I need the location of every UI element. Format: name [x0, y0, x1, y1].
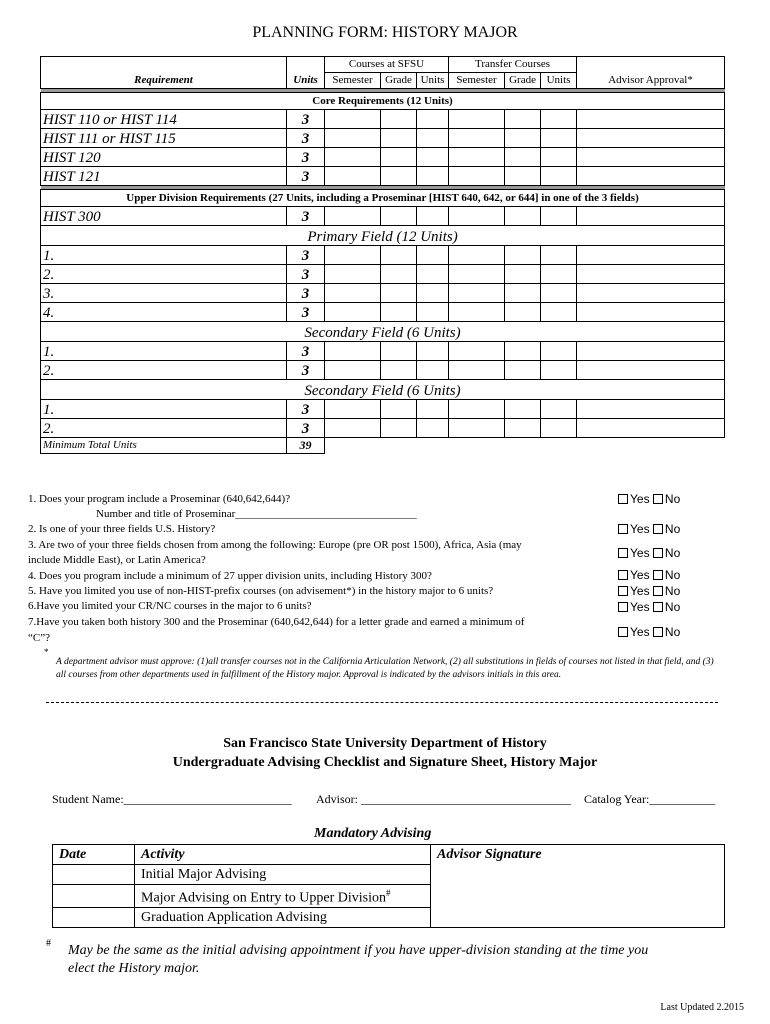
divider — [46, 702, 718, 703]
checkbox-icon[interactable] — [618, 586, 628, 596]
table-row: 1. 3 — [41, 400, 725, 419]
transfer-group-header: Transfer Courses — [449, 57, 577, 73]
checkbox-icon[interactable] — [653, 627, 663, 637]
last-updated: Last Updated 2.2015 — [660, 1002, 744, 1013]
table-row: Graduation Application Advising — [53, 907, 725, 927]
checklist-title-1: San Francisco State University Department of History — [223, 736, 547, 751]
table-row: 2. 3 — [41, 265, 725, 284]
question-6: 6.Have you limited your CR/NC courses in the major to 6 units? — [28, 600, 312, 612]
checkbox-icon[interactable] — [618, 524, 628, 534]
checklist-footnote-line1: May be the same as the initial advising appointment if you have upper-division standing at the time you — [68, 943, 649, 958]
question-7-line1: 7.Have you taken both history 300 and the Proseminar (640,642,644) for a letter grade and earned a minimum of — [28, 616, 525, 628]
checkbox-icon[interactable] — [653, 570, 663, 580]
question-7-line2: “C”? — [28, 632, 50, 644]
advisor-signature-header: Advisor Signature — [431, 845, 725, 865]
student-name-field[interactable]: Student Name:____________________________ — [52, 792, 292, 806]
checkbox-icon[interactable] — [653, 586, 663, 596]
advising-table — [52, 844, 725, 928]
yes-no-q4[interactable]: Yes No — [618, 568, 680, 582]
table-row: 2. 3 — [41, 361, 725, 380]
yes-no-q3[interactable]: Yes No — [618, 546, 680, 560]
checkbox-icon[interactable] — [653, 602, 663, 612]
table-row: HIST 111 or HIST 115 3 — [41, 129, 725, 148]
table-row: 2. 3 — [41, 419, 725, 438]
upper-division-section-label: Upper Division Requirements (27 Units, including a Proseminar [HIST 640, 642, or 644] in one of the 3 fields) — [41, 190, 725, 207]
sfsu-grade-header: Grade — [381, 73, 417, 89]
checkbox-icon[interactable] — [618, 602, 628, 612]
activity-header: Activity — [135, 845, 431, 865]
checkbox-icon[interactable] — [618, 570, 628, 580]
minimum-total-units: 39 — [287, 438, 325, 454]
yes-no-q2[interactable]: Yes No — [618, 522, 680, 536]
checkbox-icon[interactable] — [618, 548, 628, 558]
table-row: Initial Major Advising — [53, 865, 725, 885]
yes-no-q7[interactable]: Yes No — [618, 625, 680, 639]
yes-no-q1[interactable]: Yes No — [618, 492, 680, 506]
sfsu-units-header: Units — [417, 73, 449, 89]
date-header: Date — [53, 845, 135, 865]
table-row: 1. 3 — [41, 342, 725, 361]
planning-table — [40, 56, 725, 454]
catalog-year-field[interactable]: Catalog Year:___________ — [584, 792, 716, 806]
question-1-proseminar-field[interactable]: Number and title of Proseminar_________________________________ — [96, 508, 417, 520]
question-1: 1. Does your program include a Proseminar (640,642,644)? — [28, 493, 291, 505]
minimum-total-label: Minimum Total Units — [41, 438, 287, 454]
table-row: HIST 120 3 — [41, 148, 725, 167]
question-5: 5. Have you limited you use of non-HIST-prefix courses (on advisement*) in the history major to 6 units? — [28, 585, 494, 597]
table-row: HIST 110 or HIST 114 3 — [41, 110, 725, 129]
advisor-field[interactable]: Advisor: ___________________________________ — [316, 792, 571, 806]
footnote-hash: # — [46, 938, 51, 949]
question-4: 4. Does you program include a minimum of 27 upper division units, including History 300? — [28, 570, 432, 582]
page-title: PLANNING FORM: HISTORY MAJOR — [252, 24, 518, 41]
checkbox-icon[interactable] — [653, 548, 663, 558]
table-row: HIST 300 3 — [41, 207, 725, 226]
sfsu-semester-header: Semester — [325, 73, 381, 89]
sfsu-group-header: Courses at SFSU — [325, 57, 449, 73]
question-2: 2. Is one of your three fields U.S. History? — [28, 523, 216, 535]
checkbox-icon[interactable] — [653, 524, 663, 534]
checkbox-icon[interactable] — [618, 494, 628, 504]
primary-field-label: Primary Field (12 Units) — [41, 226, 725, 246]
footnote-star: * — [44, 647, 49, 657]
transfer-semester-header: Semester — [449, 73, 505, 89]
checklist-footnote-line2: elect the History major. — [68, 961, 200, 976]
table-row: 3. 3 — [41, 284, 725, 303]
advisor-approval-footnote: A department advisor must approve: (1)all transfer courses not in the California Articulation Network, (2) all substitutions in fields of courses not listed in that field, and (3) all courses from other departments used in fulfillment of the History major. Approval is indicated by the advisors initials in this area. — [56, 657, 714, 680]
yes-no-q5[interactable]: Yes No — [618, 584, 680, 598]
table-row: HIST 121 3 — [41, 167, 725, 186]
checkbox-icon[interactable] — [618, 627, 628, 637]
secondary-field-2-label: Secondary Field (6 Units) — [41, 380, 725, 400]
question-3-line1: 3. Are two of your three fields chosen from among the following: Europe (pre OR post 1500), Africa, Asia (may — [28, 539, 522, 551]
question-3-line2: include Middle East), or Latin America? — [28, 554, 206, 566]
checklist-title-2: Undergraduate Advising Checklist and Signature Sheet, History Major — [172, 755, 598, 770]
table-row: Major Advising on Entry to Upper Division# — [53, 885, 725, 908]
advisor-approval-header: Advisor Approval* — [577, 73, 725, 89]
requirement-header: Requirement — [41, 73, 287, 89]
yes-no-q6[interactable]: Yes No — [618, 600, 680, 614]
core-section-label: Core Requirements (12 Units) — [41, 93, 725, 110]
checkbox-icon[interactable] — [653, 494, 663, 504]
units-header: Units — [287, 73, 325, 89]
table-row: 4. 3 — [41, 303, 725, 322]
transfer-grade-header: Grade — [505, 73, 541, 89]
table-row: 1. 3 — [41, 246, 725, 265]
secondary-field-1-label: Secondary Field (6 Units) — [41, 322, 725, 342]
mandatory-advising-label: Mandatory Advising — [314, 826, 432, 841]
minimum-total-row — [41, 438, 725, 454]
transfer-units-header: Units — [541, 73, 577, 89]
